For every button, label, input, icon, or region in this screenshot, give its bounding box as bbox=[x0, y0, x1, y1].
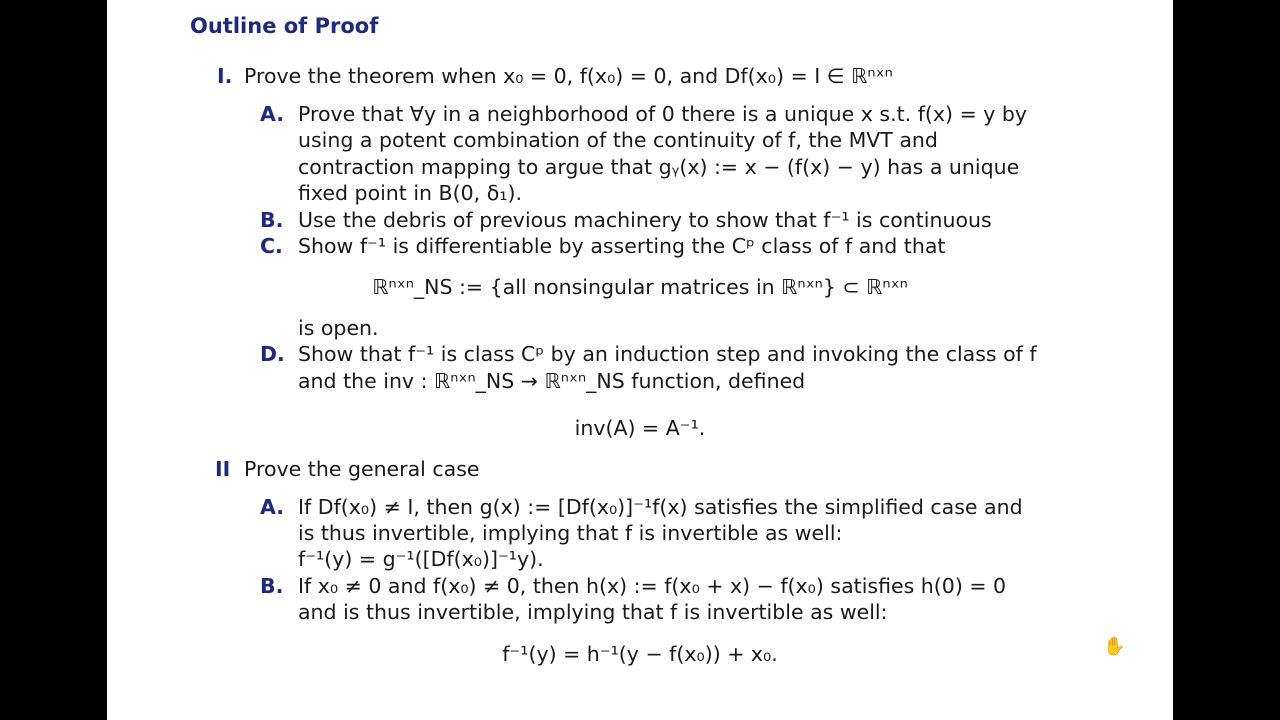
item-IIA-line2: is thus invertible, implying that f is invertible as well: bbox=[298, 521, 843, 545]
item-IC-equation: ℝⁿˣⁿ_NS := {all nonsingular matrices in ℝⁿˣⁿ} ⊂ ℝⁿˣⁿ bbox=[372, 275, 908, 299]
item-IB-line1: Use the debris of previous machinery to show that f⁻¹ is continuous bbox=[298, 208, 992, 232]
item-IA-label: A. bbox=[260, 102, 285, 126]
item-IA-line1: Prove that ∀y in a neighborhood of 0 there is a unique x s.t. f(x) = y by bbox=[298, 102, 1028, 126]
item-IB-label: B. bbox=[260, 208, 284, 232]
item-ID-line1: Show that f⁻¹ is class Cᵖ by an induction step and invoking the class of f bbox=[298, 342, 1037, 366]
item-IC-line1: Show f⁻¹ is differentiable by asserting the Cᵖ class of f and that bbox=[298, 234, 946, 258]
slide-title: Outline of Proof bbox=[190, 14, 379, 38]
item-IA-line2: using a potent combination of the continuity of f, the MVT and bbox=[298, 128, 938, 152]
item-ID-line2: and the inv : ℝⁿˣⁿ_NS → ℝⁿˣⁿ_NS function, defined bbox=[298, 369, 806, 393]
item-IIA-line3: f⁻¹(y) = g⁻¹([Df(x₀)]⁻¹y). bbox=[298, 547, 544, 571]
item-I-label: I. bbox=[217, 64, 233, 88]
slide bbox=[107, 0, 1173, 720]
item-II-text: Prove the general case bbox=[244, 457, 480, 481]
item-IIB-line2: and is thus invertible, implying that f is invertible as well: bbox=[298, 600, 888, 624]
item-IIB-equation: f⁻¹(y) = h⁻¹(y − f(x₀)) + x₀. bbox=[502, 642, 778, 666]
item-ID-label: D. bbox=[260, 342, 285, 366]
item-IIA-line1: If Df(x₀) ≠ I, then g(x) := [Df(x₀)]⁻¹f(x) satisfies the simplified case and bbox=[298, 495, 1023, 519]
item-IIB-label: B. bbox=[260, 574, 284, 598]
hand-cursor-icon: ✋ bbox=[1103, 636, 1126, 657]
item-IA-line3: contraction mapping to argue that gᵧ(x) := x − (f(x) − y) has a unique bbox=[298, 155, 1020, 179]
item-I-text: Prove the theorem when x₀ = 0, f(x₀) = 0, and Df(x₀) = I ∈ ℝⁿˣⁿ bbox=[244, 64, 893, 88]
item-II-label: II bbox=[215, 457, 231, 481]
item-IIA-label: A. bbox=[260, 495, 285, 519]
item-IIB-line1: If x₀ ≠ 0 and f(x₀) ≠ 0, then h(x) := f(x₀ + x) − f(x₀) satisfies h(0) = 0 bbox=[298, 574, 1007, 598]
item-ID-equation: inv(A) = A⁻¹. bbox=[574, 416, 706, 440]
item-IC-label: C. bbox=[260, 234, 283, 258]
item-IA-line4: fixed point in B(0, δ₁). bbox=[298, 181, 522, 205]
item-IC-line2: is open. bbox=[298, 316, 379, 340]
